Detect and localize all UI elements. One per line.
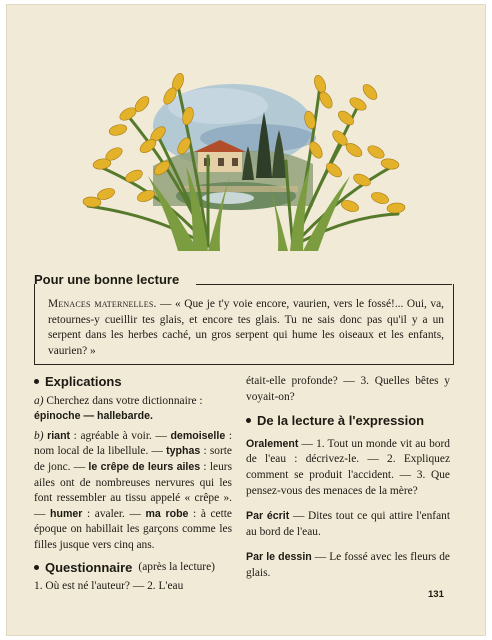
left-column — [34, 374, 232, 614]
expression-oral — [246, 437, 450, 499]
right-column — [246, 374, 450, 586]
definition: : avaler. — — [82, 507, 146, 520]
expression-title: De la lecture à l'expression — [257, 413, 425, 429]
explications-a — [34, 394, 232, 425]
bullet-icon — [246, 418, 251, 423]
bullet-icon — [34, 379, 39, 384]
explications-b — [34, 429, 232, 554]
dessin-label: Par le dessin — [246, 551, 312, 564]
page-number: 131 — [428, 589, 444, 600]
definition: : leurs ailes ont de nombreuses nervures qui les font ressembler au tissu appelé « crêpe ». — — [34, 460, 232, 520]
questionnaire-heading — [34, 560, 232, 576]
lecture-lead: Menaces maternelles. — [48, 298, 157, 310]
illustration-flowers-garden — [58, 46, 408, 256]
dessin-text: — Le fossé avec les fleurs de glais. — [246, 551, 450, 579]
definition: : à cette époque on habillait les garçons comme les filles jusque vers cinq ans. — [34, 507, 232, 551]
explications-a-words: épinoche — hallebarde. — [34, 410, 153, 423]
marker-b: b) — [34, 429, 44, 442]
oral-label: Oralement — [246, 437, 299, 450]
explications-a-text: Cherchez dans votre dictionnaire : — [43, 394, 203, 407]
term: ma robe — [145, 507, 189, 520]
definition: : nom local de la libellule. — — [34, 429, 232, 458]
term: riant — [47, 429, 71, 442]
definition: : agréable à voir. — — [70, 429, 171, 442]
questionnaire-title: Questionnaire — [45, 559, 133, 575]
marker-a: a) — [34, 394, 44, 407]
explications-heading — [34, 374, 232, 390]
explications-title: Explications — [45, 374, 122, 389]
lecture-body: — « Que je t'y voie encore, vaurien, vers le fossé!... Oui, va, retournes-y cueillir tes glais, et encore tes glais. Tu ne sais donc pas qu'il y a un serpent dans les herbes caché, un gros serpent qui hume les oiseaux et les enfants, vaurien? » — [48, 298, 444, 357]
term: humer — [50, 507, 83, 520]
lecture-title: Pour une bonne lecture — [34, 272, 183, 287]
expression-heading — [246, 413, 450, 429]
ecrit-label: Par écrit — [246, 510, 290, 523]
term: demoiselle — [170, 429, 226, 442]
book-page — [6, 4, 486, 636]
expression-ecrit — [246, 509, 450, 540]
term: typhas — [166, 445, 201, 458]
questionnaire-subtitle: (après la lecture) — [138, 560, 215, 573]
bullet-icon — [34, 565, 39, 570]
term: le crêpe de leurs ailes — [88, 460, 201, 473]
expression-dessin — [246, 550, 450, 581]
questionnaire-continuation-space: était-elle profonde? — 3. Quelles bêtes y voyait-on? — [246, 375, 450, 403]
questionnaire-text: 1. Où est né l'auteur? — 2. L'eau — [34, 580, 184, 593]
definition: : sorte de jonc. — — [34, 445, 232, 473]
lecture-passage — [48, 297, 444, 359]
ecrit-text: — Dites tout ce qui attire l'enfant au bord de l'eau. — [246, 510, 450, 538]
oral-text: — 1. Tout un monde vit au bord de l'eau : décrivez-le. — 2. Expliquez comment se produit l'accident. — 3. Que pensez-vous des menaces de la mère? — [246, 437, 450, 497]
